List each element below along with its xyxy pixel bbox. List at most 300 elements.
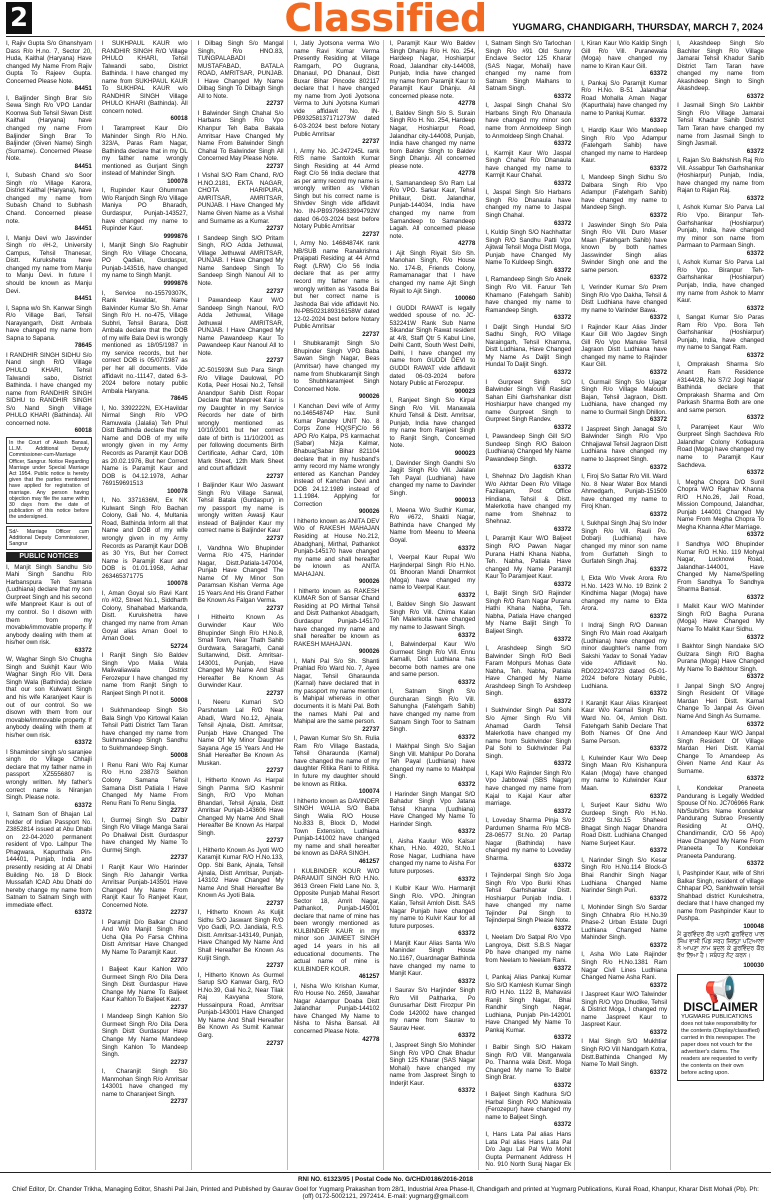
classified-ad	[102, 1013, 188, 1066]
ad-code: 22737	[266, 767, 284, 775]
ad-text: I Saurav S/o Harjinder Singh R/o Vill Paltharka, Po Gurusarhar Distt Firozpur Pin Code 142002 have changed my name from Saurav to Saurav Heer.	[389, 987, 476, 1032]
ad-code: 63372	[458, 780, 476, 788]
ad-code: 63372	[554, 266, 572, 274]
ad-text: I, Pawan Kumar S/o Sh. Rulia Ram R/o Village Bastada, Tehsil Gharaunda (Karnal) have changed the name of my daughter Ritika Rani to Ritika. In future my daughter should be known as Ritika.	[293, 735, 380, 788]
ad-code: 63372	[746, 775, 764, 783]
ad-text: I, Hardip Kaur W/o Mandeep Singh R/o Vpo Adampur (Fatehgarh Sahib) have changed my name to Hardeep Kaur.	[581, 127, 668, 165]
classified-ad	[390, 601, 476, 639]
classified-ad	[6, 95, 92, 170]
ad-text: I, Satnam Son of Bhajan Lal holder of Indian Passport No. Z3852814 issued at Abu Dhabi on 22-04-2020 permanent resident of Vpo. Lalhpur The Phagwara, Kapurthala Pin-144401, Punjab, India and presently residing at Al Dhabi Building No. 18 D Block Mussafah ICAD Abu Dhabi do hereby change my name from Satnam to Satnam Singh with immediate effect.	[6, 811, 92, 909]
classified-ad	[581, 127, 667, 172]
ad-code: 900013	[454, 497, 476, 505]
classified-ad	[6, 749, 92, 809]
ad-code: 63372	[458, 828, 476, 836]
ad-text: I Mandeep Singh Kahlon S/o Gurmeet Singh R/o Dila Dera Singh Distt Gurdaspur Have Change My Name Mandeep Singh Kahlon To Mandeep Singh.	[101, 1013, 188, 1059]
ad-code: 461257	[358, 857, 380, 865]
classified-ad	[677, 102, 764, 155]
ad-code: 22737	[170, 1098, 188, 1106]
ad-code: 22737	[362, 330, 380, 338]
ad-text: JC-501593M Sub Para Singh R/o Village Daulowal, PO Kotla, Peer Hosai No.2, Tehsil Anandpur Sahib Distt Ropar Declare that Manpreet Kaur is my Daughter in my Service Records her date of birth wrongly mentioned as 10/10/2001 but her correct date of birth is 11/10/2001 as per following documents Birth Certificate, Adhar Card, 10th Mark Sheet, 12th Mark Sheet and court affidavit	[197, 366, 284, 473]
classified-ad	[294, 403, 380, 516]
ad-code: 63372	[74, 801, 92, 809]
classified-ad	[6, 172, 92, 232]
ad-code: 22737	[362, 230, 380, 238]
ad-code: 63372	[649, 463, 668, 471]
ad-code: 63372	[458, 1087, 476, 1095]
classified-ad	[6, 656, 92, 747]
ad-code: 63372	[746, 593, 764, 601]
ad-code: 78645	[170, 395, 188, 403]
ad-code: 42778	[458, 240, 476, 248]
ad-text: I, Meena W/o Sudhir Kumar, R/o #672, Shakti Nagar, Bathinda have Changed My Name from Meenu to Meena Goyal.	[389, 506, 476, 544]
classified-ad	[677, 361, 764, 421]
classified-ad	[581, 174, 667, 219]
classified-column	[292, 40, 384, 1170]
classified-column	[388, 40, 480, 1170]
ad-text: I Tejinderpal Singh S/o Joga Singh R/o Vpo Burki Khas Tehsil Garhshankar Distt. Hoshiarpur Punjab India. I have changed my name Tejinder Pal Singh to Tejinderpal Singh Please Note.	[485, 871, 572, 925]
classified-ad	[581, 222, 667, 282]
ad-text: I, Manjit Singh Sandhu S/o Mahi Singh Sandhu R/o Harbanspura Teh Samana (Ludhiana) declare that my son Gurpreet Singh and his second wife Manpreet Kaur is out of my control. So I disown with them from my movable/immovable property. If anybody dealing with them at his/her own risk.	[6, 563, 92, 647]
ad-code: 63372	[649, 416, 668, 424]
ad-code: 84451	[74, 295, 92, 303]
ad-text: I Rajinder Kaur Alias Jinder Kaur Gill W/o Jagdev Singh Gill R/o Vpo Manuke Tehsil Jagraon Distt Ludhiana have changed my name to Rajinder Kaur Gill.	[581, 323, 668, 369]
classified-ad	[6, 235, 92, 303]
ad-text: I, Pawandeep Singh Gill S/O Sundeep Singh R/O Baloon (Ludhiana) Changed My Name Pawandeep Singh.	[485, 433, 572, 463]
ad-text: I, Hitherto Known As Jyoti W/O Karamjit Kumar R/O H.No.133, Opp. Sbi Bank, Ajnala, Tehsil Ajnala, Distt Amritsar, Punjab-143102 Have Changed My Name And Shall Hereafter Be Known As Jyoti Bala.	[197, 846, 284, 900]
classified-ad	[390, 250, 476, 303]
classified-ad	[581, 857, 667, 902]
ad-text: I, Rajiv Gupta S/o Ghanshyam Dass R/o H.no. 7, Sector 20, Huda, Kaithal (Haryana) Have changed My Name From Rajiv Gupta To Rajeev Gupta. Concerned Please Note.	[6, 40, 92, 85]
classified-ad	[294, 588, 380, 656]
ad-code: 63372	[458, 591, 476, 599]
ad-code: 22737	[170, 909, 188, 917]
ad-code: 63372	[746, 351, 764, 359]
masthead	[0, 0, 771, 40]
classified-ad	[294, 735, 380, 795]
ad-text: I hitherto known as DAVINDER SINGH WALIA S/O Baba Singh Walia R/O House No.833 B, Block D, Model Town Extension, Ludhiana Punjab-141002 have changed my name and shall hereafter be known as DARA SINGH.	[293, 797, 380, 858]
ad-code: 84451	[74, 85, 92, 93]
ad-code: 22737	[266, 899, 284, 907]
ad-code: 42778	[458, 170, 476, 178]
ad-code: 22737	[266, 357, 284, 365]
ad-text: I, Sapna w/o Sh. Kanwar Singh R/o Village Bari, Tehsil Narayangarh, Distt Ambala have changed my name from Sapna to Sapana.	[6, 304, 92, 342]
ad-code: 50008	[170, 752, 188, 760]
classified-ad	[198, 777, 284, 845]
ad-text: I, Surjeet Kaur Sidhu W/o Gurdeep Singh R/o H.No. 2029 St.No.15 Shaheed Bhagat Singh Nagar Dhandra Road Distt. Ludhiana Changed Name Surjeet Kaur.	[581, 802, 668, 847]
ad-text: I, Gurmail Singh S/o Ujagar Singh R/o Village Maloudh Bajan, Tehsil Jagraon, Distt. Ludhiana, have changed my name to Gurmail Singh Dhillon.	[581, 378, 668, 416]
classified-ad	[581, 426, 667, 471]
ad-code: 63372	[649, 117, 668, 125]
classified-ad	[102, 405, 188, 496]
classified-ad	[198, 972, 284, 1047]
header-rule	[6, 36, 765, 37]
classified-ad	[102, 40, 188, 123]
classified-ad	[485, 590, 571, 643]
ad-text: I RANDHIR SINGH SIDHU S/o Nand singh R/O Village PHULO KHARI, Tehsil Talwandi sabo, District Bathinda. I have changed my name from RANDHIR SINGH SIDHU to RANDHIR SINGH S/o Nand Singh Village PHULO KHARI (Bathinda). All concerned note.	[6, 351, 92, 427]
ad-code: 63372	[746, 249, 764, 257]
ad-code: 63372	[554, 314, 572, 322]
page-number: 2	[6, 2, 32, 34]
ad-code: 63372	[554, 862, 572, 870]
ad-code: 22737	[266, 604, 284, 612]
ad-code: 22737	[266, 162, 284, 170]
ad-text: I Jaspreet Singh Janagal S/o Balwinder Singh R/o Vpo Chhajjawal Tehsil Jagraon Distt Ludhiana have changed my name to Jaspreet Singh.	[581, 425, 668, 463]
ad-text: I, Aman Goyal s/o Ravi Kant r/o #02, Street No.1, Siddharth Colony, Shahabad Markanda, Distt. Kurukshetra have changed my name from Aman Goyal alias Aman Goel to Aman Goel.	[101, 589, 188, 643]
ad-code: 63372	[74, 909, 92, 917]
classified-ad	[102, 762, 188, 815]
ad-text: I Sandhya W/O Bhupinder Kumar R/O H.No. 119 Mohyal Nagar, Lucknowi Road, Jalandhar-144001, Have Changed My Name/Spelling From Sandhya To Sandhya Sharma Bansal.	[677, 541, 764, 594]
ad-text: I, Jaspal Singh S/o Harbans Singh R/o Dhanaula have changed my name to Jaspal Singh Chahal.	[485, 189, 572, 220]
ad-text: I, Veerpal Kaur Rupal W/o Harjinderpal Singh R/o H.No. 01 Bhooran Mandi Dharmkot (Moga) have changed my name to Veerpal Kaur.	[389, 554, 476, 592]
ad-text: I, Service no-15579307K, Rank Havaldar, Name Balvinder Kumar S/o Sh. Amar Singh R/o H. no-475, Village Subhri, Tehsil Barara, Distt Ambala declare that the DOB of my wife Bala Devi is wrongly mentioned as 18/05/1987 in my service records, but her correct DOB is 05/07/1987 as per her all documents. Vide affidavit no.-11147, dated 6-3-2024 before notary public Ambala Haryana.	[101, 289, 188, 395]
ad-code: 63372	[74, 646, 92, 654]
classified-ad	[677, 157, 764, 202]
ad-text: I, Gurmej Singh S/o Dalbir Singh R/o Village Manga Sarai Po Dhaliwal Distt. Gurdaspur have changed My Name To Gurmej Singh.	[101, 816, 188, 854]
ad-code: 63372	[649, 212, 668, 220]
ad-text: I SUKHPAUL KAUR w/o RANDHIR SINGH R/O Village PHULO KHARI, Tehsil Talwandi sabo, District Bathinda. I have changed my name from SUKHPAUL KAUR To SUKHPAL KAUR w/o RANDHIR SINGH Village PHULO KHARI (Bathinda). All concern noted.	[101, 40, 188, 115]
classified-ad	[102, 590, 188, 650]
classified-ad	[198, 172, 284, 232]
ad-text: I, Arashdeep Singh S/O Balwinder Singh R/O Bedi Faram Mohpurs Mohas Gate Nabha, Teh. Nabha, Patiala Have Changed My Name Arashdeep Singh To Arshdeep Singh.	[485, 645, 572, 698]
classified-ad	[390, 397, 476, 457]
ad-text: I Tarampreet Kaur D/o Mahinder Singh R/o H.No. 323/A, Paras Ram Nagar, Bathinda declare that in my DL my father name wrongly mentioned as Gurjant Singh instead of Mahinder Singh.	[101, 125, 188, 178]
ad-code: 63372	[746, 92, 764, 100]
ad-text: I, Manju Devi w/o Jasvinder Singh r/o #H-2, University Campus, Tehsil Thanesar, Distt. Kurukshetra have changed my name from Manju to Manju Devi. In future I should be known as Manju Devi.	[6, 234, 92, 295]
classified-ad	[485, 433, 571, 471]
classified-ad	[390, 987, 476, 1040]
ad-text: I, Davinder Singh Gandhi S/o Jagjit Singh R/o Vill. Jalalan Teh Payal (Ludhiana) have changed my name to Davinder Singh.	[389, 459, 476, 497]
classified-ad	[677, 259, 764, 312]
ad-code: 63372	[74, 739, 92, 747]
ad-code: 22737	[266, 100, 284, 108]
ad-text: I Jaswinder Singh S/o Pala Singh R/o Vill. Duro Maser Maan (Fatehgarh Sahib) have known by both names Jasswinder Singh alias Swinder Singh one and the same person.	[581, 221, 668, 274]
ad-code: 100078	[167, 177, 188, 185]
classified-ad	[390, 1042, 476, 1095]
classified-ad	[198, 235, 284, 295]
ad-text: I Makhpal Singh S/o Sajjan Singh Vill. Mahlipur Po Doraha Teh Payal (Ludhiana) have changed my name to Makhpal Singh.	[389, 743, 476, 781]
classified-ad	[198, 482, 284, 542]
classified-ad	[390, 40, 476, 108]
classified-ad	[198, 297, 284, 365]
classified-ad	[294, 798, 380, 866]
ad-text: I, Narinder Singh S/o Kesar Singh R/o H.No.114 Block-G Bhai Randhir Singh Nagar Ludhiana Changed Name Narinder Singh Puri.	[581, 856, 668, 895]
classified-ad	[6, 564, 92, 655]
classified-ad	[485, 1131, 571, 1170]
classified-ad	[581, 904, 667, 949]
classified-ad	[485, 379, 571, 432]
classified-ad	[390, 791, 476, 836]
ad-code: 63372	[458, 733, 476, 741]
classified-ad	[102, 864, 188, 917]
ad-code: 63372	[554, 1081, 572, 1089]
ad-code: 63372	[554, 1034, 572, 1042]
ad-code: 63372	[746, 147, 764, 155]
ad-code: 22737	[266, 962, 284, 970]
ad-text: I, Paramjeet Kaur W/o Gurpreet Singh Sachdeva R/o Jalandhar Colony Kotkapura Road (Moga) have changed my name to Paramjit Kaur Sachdeva.	[677, 423, 764, 469]
ad-text: I, Ashok Kumar S/o Parva Lal R/o Vpo. Biranpur Teh-Garhshankar (Hoshiarpur) Punjab, India, have changed my name from Ashok to Mamr Kaur.	[677, 259, 764, 305]
ad-text: I, No. 3371636M, Ex NK Kulwant Singh R/o Bachan Colony, Gali No. 4, Multania Road, Bathinda Inform all that Name and DOB of my wife wrongly given in my Army Records as Paramjit Kaur DOB as 30 Yrs, But her Correct Name is Paramjit Kaur and DOB is 01.01.1958, Adhar 263465371775	[101, 497, 188, 580]
ad-text: I, Paramjit Kaur W/O Baljeet Singh R/O Pawan Nagar Purana Hathi Khana Nabha, Teh. Nabha, Patiala Have changed My Name Paramjit Kaur To Paramjeet Kaur.	[485, 535, 572, 581]
classified-ad	[581, 755, 667, 800]
ad-text: I Kanchan Devi wife of Army no.14654874P Hav. Sunil Kumar Pandey UNIT No. 8 Corps Zone HQ(SF)C/o 56 APO R/o Kalpa, PS karmachat (Sabar) Nizja Kalmar, Bhabua(Sabar Bihar 821104 declare that in my husband's army record my Name wrongly entered as Kanchan Pandey instead of Kanchan Devi and DOB 24.12.1989 instead of 1.1.1984. Applying for Correction	[293, 402, 380, 508]
classified-ad	[102, 497, 188, 588]
ad-code: 22737	[266, 472, 284, 480]
ad-text: I, Loveday Sharma Pinja S/o Pardumen Sharma R/o MCB-Z8-06577 St.No. 20 Partap Nagar (Bathinda) have changed my name to Loveday Sharma.	[485, 817, 572, 862]
classified-ad	[198, 367, 284, 480]
ad-code: 100030	[743, 962, 764, 970]
ad-code: 100060	[454, 295, 476, 303]
ad-text: I Pawandeep Kaur W/O Sandeep Singh Nanoul, R/O Adda Jethuwal, Village Jethuwal AMRITSAR, PUNJAB. I Have Changed My Name Pawandeep Kaur To Pawandeep Kaur Nanoul All to Note.	[197, 297, 284, 357]
classified-ad	[294, 240, 380, 338]
classified-ad	[102, 125, 188, 185]
classified-ad	[581, 284, 667, 322]
dateline: YUGMARG, CHANDIGARH, THURSDAY, MARCH 7, 2024	[512, 22, 763, 33]
classified-ad	[677, 603, 764, 641]
classified-ad	[485, 872, 571, 932]
ad-text: I Manjit Kaur Alias Santa W/o Maninder Singh House No.1167, Guardnagar Bathinda have changed my name to Manjit Kaur.	[389, 939, 476, 978]
ad-text: I, Neeru Kumari S/O Parshotam Lal R/O Near Abadi, Ward No.12, Ajnala, Tehsil Ajnala, Distt. Amritsar, Punjab Have Changed The Name Of My Minor Daughter Sayana Age 15 Years And He Shall Hereafter Be Known As Muskan.	[197, 699, 284, 767]
ad-text: I, Rupinder Kaur Ghumman W/o Ranjodh Singh R/o Village Maniya PO Bharadh, Gurdaspur, Punjab-143527, have changed my name to Rupinder Kaur.	[101, 187, 188, 233]
ad-text: I Baljeet Kaur Kahlon W/o Gurmeet Singh R/o Dila Dera Singh Distt Gurdaspur Have Change My Name To Baljeet Kaur Kahlon To Baljeet Kaur.	[101, 966, 188, 1004]
classified-ad	[294, 148, 380, 239]
ad-text: I, Kuldip Singh S/O Nachhattar Singh R/O Sandhu Patti Vpo Ajitwal Tehsil Moga Distt Moga, Punjab have Changed My Name To Kuldeep Singh.	[485, 229, 572, 267]
classified-ad	[102, 187, 188, 240]
ad-code: 22737	[266, 287, 284, 295]
classified-ad	[294, 40, 380, 146]
ad-code: 63372	[649, 1028, 668, 1036]
classified-column	[675, 40, 767, 1170]
ad-code: 9999876	[163, 232, 188, 240]
ad-code: 52724	[170, 642, 188, 650]
ad-text: I, Baljit Singh S/O Rajinder Singh R/O Ram Nagar Purana Hathi Khana Nabha, Teh. Nabha, Patiala Have changed My Name Baljit Singh To Baljeet Singh.	[485, 590, 572, 636]
ad-text: I, Ranjeet Singh S/o Kirpal Singh R/o Vill. Manawala Khurd Tehsil & Distt. Amritsar, Punjab, India have changed my name from Ranjeet Singh to Ranjit Singh, Concerned Note.	[389, 397, 476, 450]
classified-ad	[198, 614, 284, 697]
classified-ad	[485, 645, 571, 705]
ad-code: 63372	[554, 1121, 572, 1129]
classified-ad	[485, 770, 571, 815]
ad-code: 63372	[649, 314, 668, 322]
ad-text: W, Waghar Singh S/o Chugha Singh and Sukhjit Kaur W/o Waghar Singh R/o Vill. Dera Singh Wala (Bathinda) declare that our son Kulwant Singh and his wife Karanjeet Kaur is out of our control. So we disown with them from our movable/immovable property. If anybody dealing with them at his/her own risk.	[6, 656, 92, 739]
ad-text: I Balwinder Singh Chahal S/o Harbans Singh R/o Vpo Khanpur Teh Baba Bakala Amritsar Have Changed My Name From Balwinder Singh Chahal To Balwinder Singh All Concerned May Please Note.	[197, 109, 284, 163]
classified-ad	[6, 811, 92, 917]
classified-ad	[485, 40, 571, 100]
disclaimer-title: DISCLAIMER	[683, 999, 758, 1014]
ad-text: I, Baldev Singh S/o Jaswant Singh R/o Vill. Chima Kalan Teh Malerkotla have changed my name to Jaswant Singh.	[389, 601, 476, 632]
ad-code: 63372	[649, 745, 668, 753]
ad-code: 100074	[358, 788, 380, 796]
classified-column	[579, 40, 671, 1170]
ad-code: 50008	[170, 697, 188, 705]
classified-ad	[390, 460, 476, 505]
classified-ad	[198, 110, 284, 170]
ad-text: I Jaspreet Kaur W/O Talwinder Singh R/O Vpo Dhudike, Tehsil & District Moga, I changed my name Jaspreet Kaur to Jaspreet Kaur.	[581, 991, 668, 1029]
classified-ad	[294, 518, 380, 586]
classified-ad	[581, 379, 667, 424]
ad-text: I, Shehnaz D/o Jagdish Khan W/o Akhtar Deen R/o Village Fazilaqam, Post Office Hindiana, Tehsil & Distt. Malerkotla have changed my name from Shehnaz to Shehnaz.	[485, 473, 572, 526]
ad-code: 900026	[358, 508, 380, 516]
ad-text: I, Akashdeep Singh S/o Bachiter Singh R/o Village Jamarai Tehsil Khadur Sahib District Tarn Taran have changed my name from Akashdeep Singh to Singh Akashdeep.	[677, 40, 764, 93]
classified-ad	[581, 520, 667, 573]
ad-text: I Ranjit Kaur W/o Harinder Singh R/o Jahangir Vertka Amritsar Punjab-143501 Have Changed My Name From Ranjit Kaur To Ranjeet Kaur, Concerned Note.	[101, 863, 188, 909]
ad-text: I, Megha Chopra D/O Sunil Chopra W/O Raghav Khanna R/O H.No.26, Jail Road, Mission Compound, Jalandhar, Punjab 144001 Changed My Name From Megha Chopra To Megha Khanna After Marriage.	[677, 478, 764, 531]
ad-text: I, Pankaj Alias Pankaj Kumar S/o S/O Kamlesh Kumar Singh R/O H.No. 1122 B, Mahavasi Ranjit Singh Nagar, Bhai Randhir Singh Nagar, Ludhiana, Punjab Pin-142001 Have Changed My Name To Pankaj Kumar.	[485, 974, 572, 1034]
ad-code: 63372	[554, 92, 572, 100]
ad-code: 100048	[743, 922, 764, 930]
disclaimer-text: YUGMARG PUBLICATIONS does not take responsibility for the contents (Display/classified) carried in this newspaper. The paper does not vouch for the advertiser's claims. The readers are requested to verify the contents on their own before acting upon.	[681, 1013, 760, 1076]
imprint-line: Chief Editor, Dr. Chander Trikha, Managing Editor, Shashi Pal Jain, Printed and Published by Gaurav Goel for Yugmarg Prakashan from 28/1, Industrial Area Phase-II, Chandigarh and printed at Yugmarg Publications, Kurali Road, Khanpur, Kharar Distt Mohali (Pb). Ph: (off) 0172-5002121, 2972414. E-mail: yugmarg@gmail.com	[12, 1186, 759, 1200]
ad-code: 63372	[746, 469, 764, 477]
ad-code: 63372	[458, 875, 476, 883]
ad-code: 63372	[746, 531, 764, 539]
classified-ad	[677, 314, 764, 359]
classified-ad	[677, 730, 764, 783]
classified-ad	[198, 40, 284, 108]
ad-text: I, Sangat Kumar S/o Paras Ram R/o Vpo. Bora Teh Garhshankar (Hoshiarpur) Punjab, India, have changed my name to Sangat Ram.	[677, 314, 764, 352]
ad-text: I Kulbir Kaur W/o. Harmanjit Singh R/o. VPO. Jhingran Kalan, Tehsil Amloh Distt. SAS Nagar Punjab have changed my name to Kulvir Kaur for all future purposes.	[389, 885, 476, 930]
classified-ad	[581, 473, 667, 518]
ad-code: 63372	[554, 525, 572, 533]
ad-code: 63372	[649, 690, 668, 698]
ad-text: I, Mohinder Singh S/o Sardar Singh Chhabra R/o H.No.39 Phase-2 Urban Estate Dugri Ludhiana Changed Name Mahinder Singh.	[581, 904, 668, 942]
ad-text: I, Charanjit Singh S/o Manmohan Singh R/o Amritsar 143001 have changed my name to Charanjeet Singh.	[101, 1068, 188, 1098]
ad-text: I Renu Rani W/o Raj Kumar R/o H.no 2387/3 Sekhon Colony Samana Tehsil Samana Distt Patiala I Have Changed My Name From Renu Rani To Renu Singla.	[101, 761, 188, 807]
ad-code: 63372	[746, 194, 764, 202]
ad-code: 63372	[458, 930, 476, 938]
ad-code: 22737	[266, 837, 284, 845]
ad-text: I, Mandeep Singh Sidhu S/o Dalbara Singh R/o Vpo Adampur (Fatehgarh Sahib) have changed my name to Mandeep Singh.	[581, 174, 668, 212]
ad-text: I Indraj Singh R/O Darwan Singh R/o Main road Akalgarh (Ludhiana) have changed my minor daughter's name from Sakshi Yadav to Sonali Yadav vide Affidavit No. RD0222403723 dated 05-01-2024 before Notary Public, Ludhiana.	[581, 622, 668, 690]
ad-text: I, Ramandeep Singh S/o Aneik Singh R/o Vill. Faruur Teh Khamano (Fatehgarh Sahib) have changed my name to Ramandeep Singh.	[485, 276, 572, 314]
classified-ad	[677, 204, 764, 257]
disclaimer-box	[677, 974, 764, 1081]
court-notice-block: Sd/- Marriage Officer cum Additional Deputy Commissioner, Sangrur	[6, 526, 92, 551]
ad-text: I hitherto known as ANITA DEV W/o of RAKESH MAHAJAN Residing at House No.212, Abadghanj, Mirthal, Pathankot Punjab-145170 have changed my name and shall hereafter be known as ANITA MAHAJAN.	[293, 517, 380, 578]
classified-ad	[390, 688, 476, 741]
ad-text: I Sandeep Singh S/O Pritam Singh, R/O Adda Jethuwal, Village Jethuwal AMRITSAR, PUNJAB. I Have Changed My Name Sandeep Singh To Sandeep Singh Nanoul All to Note.	[197, 234, 284, 287]
classified-ad	[390, 180, 476, 248]
ad-text: I hitherto known as RAKESH KUMAR Son of Sansar Chand Residing at PO Mirthal Tehsil and Distt Pathankot Abadgarh, Gurdaspur Punjab-145170 have changed my name and shall hereafter be known as RAKESH MAHAJAN.	[293, 587, 380, 648]
ad-text: I Baljeet Singh Kadhura S/O Harbal Singh R/O Mahiowala (Ferozepur) have changed my name to Baljeet Singh.	[485, 1091, 572, 1121]
ad-code: 63372	[554, 219, 572, 227]
ad-text: I Balbir Singh S/O Hakam Singh R/O Vill. Mangarwala Po. Thanna wala Distt. Moga Changed My name To Balbir Singh Brar.	[485, 1044, 572, 1082]
classified-columns	[4, 40, 767, 1170]
classified-ad	[581, 951, 667, 989]
ad-code: 100078	[167, 487, 188, 495]
classified-ad	[485, 1091, 571, 1129]
ad-text: I, Kulwinder Kaur W/o Deep Singh Maan R/o Kishanpura Kalan (Moga) have changed my name to Kulwinder Kaur Maan.	[581, 754, 668, 792]
ad-code: 900026	[358, 648, 380, 656]
ad-text: I, Kapi W/o Rajinder Singh R/o Vpo Jabbowal (SBS Nagar) have changed my name from Kajal to Kajal Kaur after marriage.	[485, 769, 572, 808]
classified-ad	[485, 817, 571, 870]
ad-code: 63372	[746, 414, 764, 422]
classified-ad	[581, 575, 667, 620]
ad-text: I Ajit Singh Riyait S/o Sh. Manohan Singh, R/o House No. 174-B, Friends Colony, Ramamanagar that I have changed my name Ajit Singh Riyait to Ajit Singh.	[389, 249, 476, 295]
ad-code: 63372	[649, 981, 668, 989]
ad-text: I, Baljinder Singh Brar S/o Sewa Singh R/o VPO Landar Koonwa Sub Tehsil Siwan Distt Kaithal (Haryana) have changed my name From Baljinder Singh Brar To Baljinder (Given Name) Singh (Surname). Concerned Please Note.	[6, 94, 92, 163]
classified-ad	[581, 991, 667, 1036]
classified-ad	[485, 189, 571, 227]
ad-code: 63372	[554, 760, 572, 768]
ad-text: I, Rajan S/o Bakhshish Raj R/o Vill. Assabpur Teh Garhshankar (Hoshiarpur) Punjab, India, have changed my name from Rajan to Rajan Raj.	[677, 157, 764, 195]
classified-ad	[102, 817, 188, 862]
classified-ad	[581, 324, 667, 377]
ad-text: I Malkit Kaur W/O Mahinder Singh R/O Bagha Purana (Moga) Have Changed My Name To Malkit Kaur Sidhu.	[677, 603, 764, 634]
classified-ad	[102, 966, 188, 1011]
ad-text: I, Nisha W/o Krishan Kumar, R/o House No. 2659, Jawahar Nagar Adampur Doaba Distt Jalandhar Punjab-144102 have Changed My Name to Nisha to Nisha Bansal. All concerned Please Note.	[293, 982, 380, 1035]
classified-ad	[677, 643, 764, 681]
ad-code: 63372	[554, 635, 572, 643]
classified-column	[483, 40, 575, 1170]
classified-ad	[485, 324, 571, 377]
ad-code: 22737	[170, 1003, 188, 1011]
classified-ad	[390, 554, 476, 599]
ad-text: I, Balwinderpal Kaur W/o Gurmeet Singh R/o Vill. Ennu Kamalli, Dist Ludhiana has become both names are one and same person.	[389, 641, 476, 679]
classified-ad	[485, 707, 571, 767]
classified-ad	[390, 940, 476, 985]
classified-ad	[102, 290, 188, 403]
ad-code: 22737	[266, 535, 284, 542]
classified-ad	[677, 40, 764, 100]
ad-text: I Sukhmandeep Singh S/o Bala Singh Vpo Kirtowal Kalan Tehsil Patti District Tarn Taran have changed my name from Sukhmandeep Singh Sandhu to Sukhmandeep Singh.	[101, 707, 188, 752]
classified-ad	[581, 622, 667, 697]
ad-text: I, Omprakash Sharma S/o Anant Ram Residence #3144/2B, No S7/2 Jogi Nagar Bathinda declare that Omprakash Sharma and Om Parkash Sharma Both are one and same person.	[677, 361, 764, 414]
classified-ad	[390, 743, 476, 788]
ad-text: I, Jaspal Singh Chahal S/o Harbans Singh R/o Dhanaula have changed my minor son name from Anmoldeep Singh to Anmoldeep Singh Chahal.	[485, 102, 572, 140]
classified-ad	[485, 535, 571, 588]
classified-ad	[198, 909, 284, 969]
ad-text: I, Ekta W/o Vivek Arora R/o H.No. 1423 W.No. 19 Bzink 2 Kindhima Nagar (Moga) have changed my name to Ekta Arora.	[581, 575, 668, 613]
ad-code: 63372	[746, 720, 764, 728]
ad-code: 63372	[458, 977, 476, 985]
classified-ad	[390, 305, 476, 396]
ad-code: 63372	[649, 565, 668, 573]
classified-column	[4, 40, 96, 1170]
ad-text: I Daljit Singh Hundal S/O Sadhu Singh, R/O Village Naraingarh, Tehsil Khamma, Distt Ludhiana, Have Changed My Name As Daljit Singh Hundal To Daljit Singh.	[485, 323, 572, 369]
classified-ad	[198, 545, 284, 613]
ad-text: I, Aisha Kaulur W/o Kalsar Khan, H.No. 4920, St.No.1 Rose Nagar, Ludhiana have changed my name to Aisha For future purposes.	[389, 837, 476, 875]
ad-text: I Vishal S/O Ram Chand, R/O H.NO.2181, EKTA NAGAR, CHOTA HARIPURA, AMRITSAR, AMRITSAR, PUNJAB. I Have Changed My Name Given Name as a Vishal and Surname as a Kumar.	[197, 172, 284, 225]
ad-text: I KULBINDER KOUR W/O PARAMJIT SINGH R/O H.No. 3613 Green Field Lane No. 3, Opposite Punjab Mahal Resort Sector 18, Amrit Nagar, Pathankot, Punjab-145001 declare that name of mine has been wrongly mentioned as KULBINDER KAUR in my minor son JAIMEET SINGH aged 14 years in his all educational documents. The actual name of mine is KULBINDER KOUR.	[293, 867, 380, 973]
ad-text: I Dilbag Singh S/o Mangal Singh, R/o HNO.83, TUNGPALABADI MUSTAFABAD, BATALA ROAD, AMRITSAR, PUNJAB. I Have Changed My Name Dilbag Singh To Dilbagh Singh All to Note.	[197, 40, 284, 100]
ad-code: 63372	[746, 673, 764, 681]
ad-code: 63372	[554, 924, 572, 932]
ad-code: 63372	[554, 423, 572, 431]
classified-ad	[581, 40, 667, 78]
ad-text: I, Army No. JC-247245L rank RIS name Santokh Kumar Singh Residing at 44 Armd Regt C/o 56 India declare that as per army record my name is wrongly written as Vikhan Singh but his correct name is Shivdev Singh vide affidavit No. IN-PB93796633994792W dated 06-03-2024 best before Notary Public Amritsar	[293, 147, 380, 231]
ad-code: 63372	[649, 941, 668, 949]
classified-ad	[485, 150, 571, 188]
footer	[0, 1172, 771, 1203]
ad-text: I Baljinder Kaur W/o Jaswant Singh R/o Village Sarwal, Tehsil Batala (Gurdaspur) in my passport my name is wrongly written Awasji Kaur instead of Baljinder Kaur my correct name is Baljinder Kaur	[197, 482, 284, 535]
classified-ad	[294, 340, 380, 400]
ad-code: 63372	[649, 1068, 668, 1076]
classified-ad	[581, 802, 667, 855]
ad-code: 461257	[358, 973, 380, 981]
classified-ad	[6, 352, 92, 435]
classified-ad	[102, 242, 188, 287]
ad-code: 22737	[170, 1058, 188, 1066]
ad-code: 22737	[266, 225, 284, 233]
ad-code: 63372	[649, 847, 668, 855]
ad-code: 78645	[74, 342, 92, 350]
classified-ad	[294, 983, 380, 1043]
ad-code: 22737	[362, 725, 380, 733]
classified-ad	[581, 80, 667, 125]
classified-ad	[198, 847, 284, 907]
ad-code: 63372	[649, 510, 668, 518]
ad-code: 42778	[362, 1035, 380, 1043]
classified-ad	[677, 541, 764, 601]
